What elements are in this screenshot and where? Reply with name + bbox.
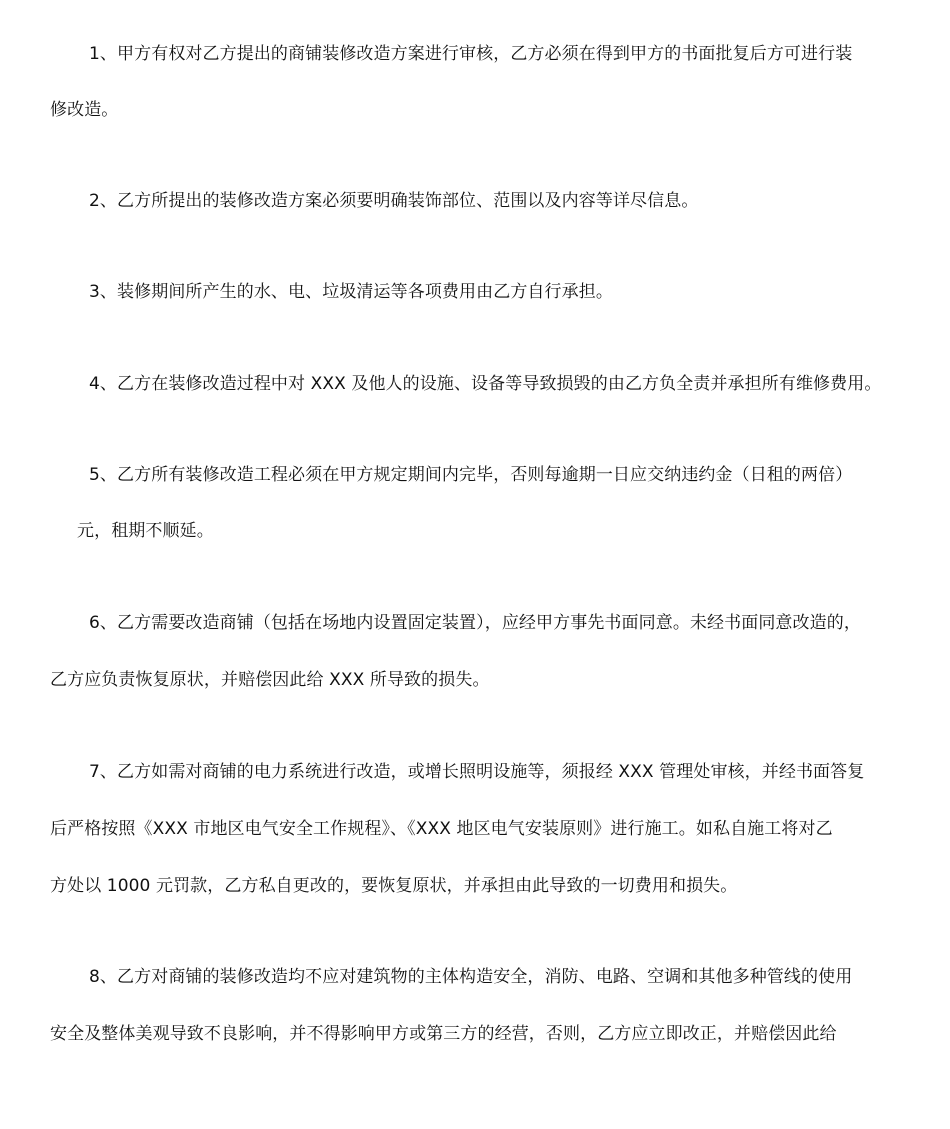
clause-5-line-2: 元，租期不顺延。 — [77, 521, 214, 541]
clause-1-line-1: 1、甲方有权对乙方提出的商铺装修改造方案进行审核，乙方必须在得到甲方的书面批复后方可进行装 — [89, 44, 853, 64]
clause-4-line-1: 4、乙方在装修改造过程中对 XXX 及他人的设施、设备等导致损毁的由乙方负全责并承担所有维修费用。 — [89, 374, 882, 394]
clause-8-line-2: 安全及整体美观导致不良影响，并不得影响甲方或第三方的经营，否则，乙方应立即改正，并赔偿因此给 — [50, 1024, 837, 1044]
clause-7-line-3: 方处以 1000 元罚款，乙方私自更改的，要恢复原状，并承担由此导致的一切费用和损失。 — [50, 876, 738, 896]
clause-7-line-1: 7、乙方如需对商铺的电力系统进行改造，或增长照明设施等，须报经 XXX 管理处审核，并经书面答复 — [89, 762, 865, 782]
clause-6-line-2: 乙方应负责恢复原状，并赔偿因此给 XXX 所导致的损失。 — [50, 670, 490, 690]
clause-3-line-1: 3、装修期间所产生的水、电、垃圾清运等各项费用由乙方自行承担。 — [89, 282, 613, 302]
clause-5-line-1: 5、乙方所有装修改造工程必须在甲方规定期间内完毕，否则每逾期一日应交纳违约金（日租的两倍） — [89, 465, 853, 485]
clause-6-line-1: 6、乙方需要改造商铺（包括在场地内设置固定装置），应经甲方事先书面同意。未经书面同意改造的， — [89, 613, 861, 633]
clause-7-line-2: 后严格按照《XXX 市地区电气安全工作规程》、《XXX 地区电气安装原则》进行施工。如私自施工将对乙 — [50, 819, 833, 839]
clause-1-line-2: 修改造。 — [50, 100, 119, 120]
clause-8-line-1: 8、乙方对商铺的装修改造均不应对建筑物的主体构造安全，消防、电路、空调和其他多种管线的使用 — [89, 967, 853, 987]
clause-2-line-1: 2、乙方所提出的装修改造方案必须要明确装饰部位、范围以及内容等详尽信息。 — [89, 191, 699, 211]
